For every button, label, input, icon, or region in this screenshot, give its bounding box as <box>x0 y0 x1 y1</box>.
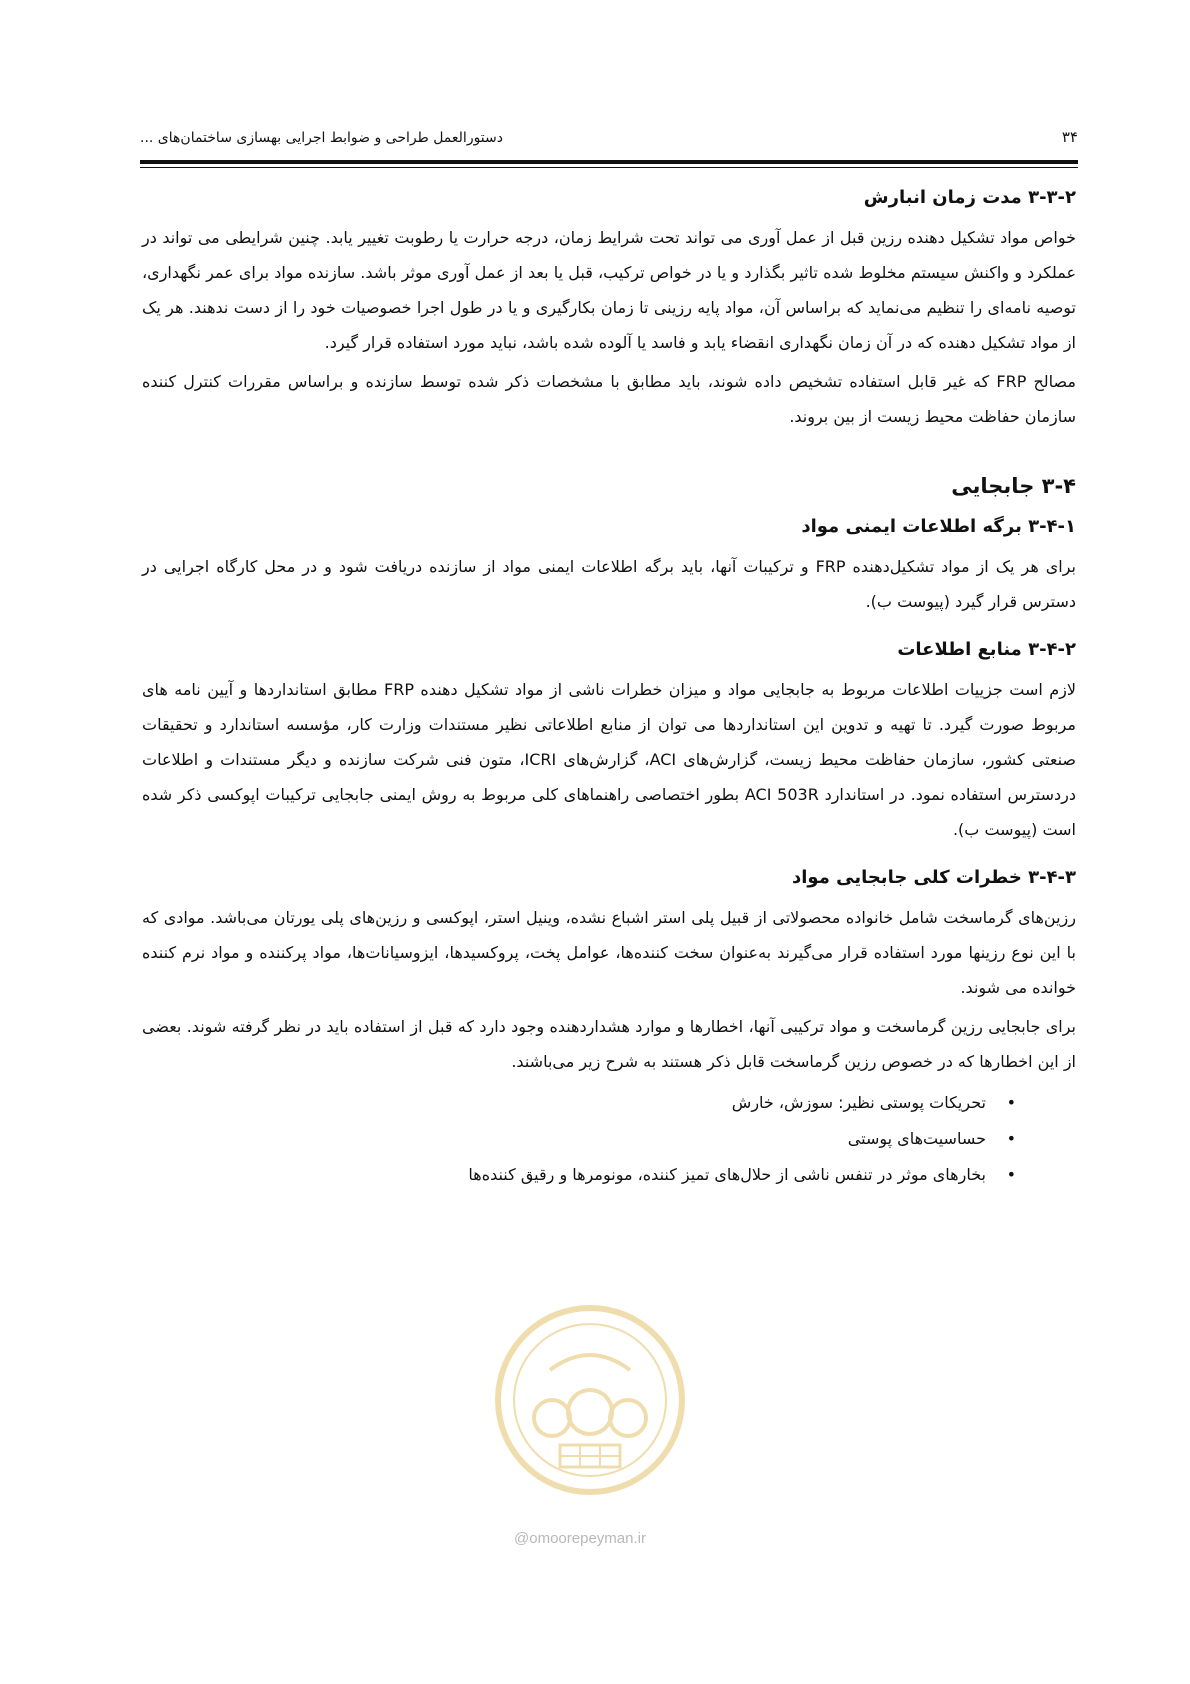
section-heading-3-4-3: ۳-۴-۳ خطرات کلی جابجایی مواد <box>792 867 1076 888</box>
watermark-seal-icon <box>490 1300 690 1500</box>
page-number: ۳۴ <box>1061 128 1078 146</box>
paragraph: خواص مواد تشکیل دهنده رزین قبل از عمل آوری می تواند تحت شرایط زمان، درجه حرارت یا رطوبت تغییر یابد. چنین شرایطی می تواند در عملکرد و واکنش سیستم مخلوط شده تاثیر بگذارد و یا در خواص ترکیب، قبل یا بعد از عمل آوری موثر باشد. سازنده مواد برای عمر نگهداری، توصیه نامه‌ای را تنظیم می‌نماید که براساس آن، مواد پایه رزینی تا زمان بکارگیری و یا در طول اجرا خصوصیات خود را از دست ندهند. هر یک از مواد تشکیل دهنده که در آن زمان نگهداری انقضاء یابد و فاسد یا آلوده شده باشد، نباید مورد استفاده قرار گیرد. <box>142 228 1076 352</box>
section-heading-3-4: ۳-۴ جابجایی <box>951 474 1076 498</box>
paragraph: برای هر یک از مواد تشکیل‌دهنده FRP و ترکیبات آنها، باید برگه اطلاعات ایمنی مواد از سازنده دریافت شود و در محل کارگاه اجرایی در دسترس قرار گیرد (پیوست ب). <box>142 557 1076 611</box>
paragraph: مصالح FRP که غیر قابل استفاده تشخیص داده شوند، باید مطابق با مشخصات ذکر شده توسط سازنده و براساس مقررات کنترل کننده سازمان حفاظت محیط زیست از بین بروند. <box>142 372 1077 426</box>
section-heading-3-3-2: ۳-۳-۲ مدت زمان انبارش <box>863 187 1076 208</box>
list-item: • بخارهای موثر در تنفس ناشی از حلال‌های تمیز کننده، مونومرها و رقیق کننده‌ها <box>142 1157 1016 1193</box>
section-heading-3-4-1: ۳-۴-۱ برگه اطلاعات ایمنی مواد <box>801 516 1076 537</box>
paragraph: برای جابجایی رزین گرماسخت و مواد ترکیبی آنها، اخطارها و موارد هشداردهنده وجود دارد که قبل از استفاده باید در نظر گرفته شوند. بعضی از این اخطارها که در خصوص رزین گرماسخت قابل ذکر هستند به شرح زیر می‌باشند. <box>142 1017 1076 1071</box>
hazard-list <box>142 1085 1076 1193</box>
list-item: • تحریکات پوستی نظیر: سوزش، خارش <box>142 1085 1016 1121</box>
list-item: • حساسیت‌های پوستی <box>142 1121 1016 1157</box>
paragraph: لازم است جزییات اطلاعات مربوط به جابجایی مواد و میزان خطرات ناشی از مواد تشکیل دهنده FRP مطابق استانداردها و آیین نامه های مربوط صورت گیرد. تا تهیه و تدوین این استانداردها می توان از منابع اطلاعاتی نظیر مستندات وزارت کار، مؤسسه استاندارد و تحقیقات صنعتی کشور، سازمان حفاظت محیط زیست، گزارش‌های ACI، گزارش‌های ICRI، متون فنی شرکت سازنده و دیگر مستندات و اطلاعات دردسترس استفاده نمود. در استاندارد ACI 503R بطور اختصاصی راهنماهای کلی مربوط به روش ایمنی جابجایی ترکیبات اپوکسی ذکر شده است (پیوست ب). <box>142 680 1077 839</box>
watermark-site: @omoorepeyman.ir <box>514 1530 646 1547</box>
running-title: دستورالعمل طراحی و ضوابط اجرایی بهسازی ساختمان‌های ... <box>140 130 503 146</box>
header-rule-thin <box>140 167 1078 168</box>
paragraph: رزین‌های گرماسخت شامل خانواده محصولاتی از قبیل پلی استر اشباع نشده، وینیل استر، اپوکسی و رزین‌های پلی یورتان می‌باشد. موادی که با این نوع رزینها مورد استفاده قرار می‌گیرند به‌عنوان سخت کننده‌ها، عوامل پخت، پروکسیدها، ایزوسیانات‌ها، مواد پرکننده و مواد نرم کننده خوانده می شوند. <box>142 908 1076 997</box>
body-content <box>142 175 1076 1193</box>
page-header <box>140 128 1078 152</box>
section-heading-3-4-2: ۳-۴-۲ منابع اطلاعات <box>897 639 1076 660</box>
header-rule-thick <box>140 160 1078 164</box>
